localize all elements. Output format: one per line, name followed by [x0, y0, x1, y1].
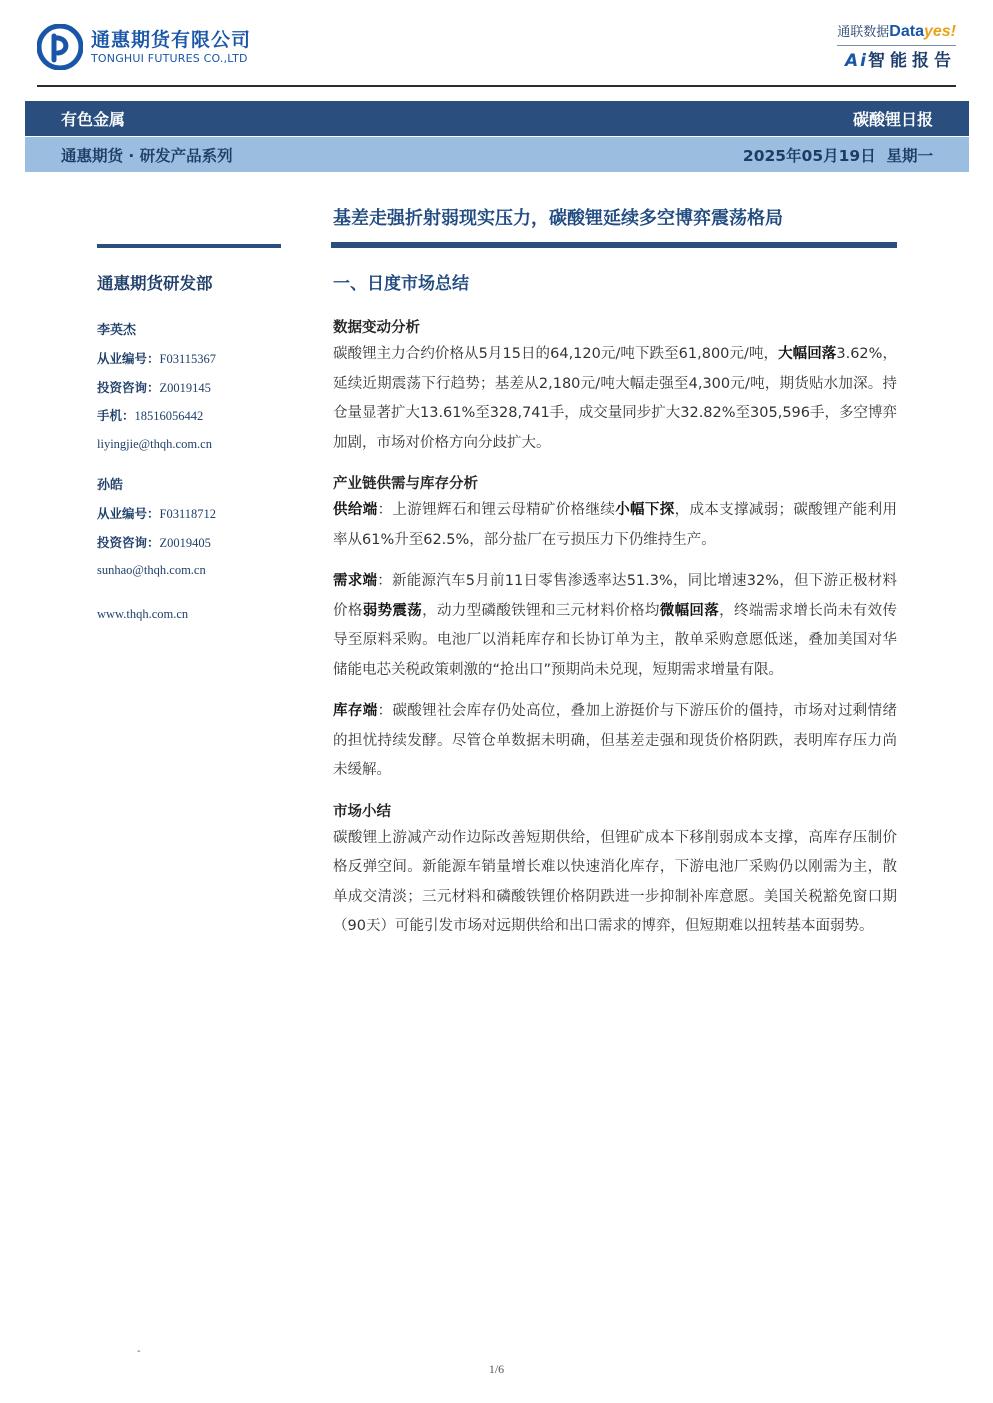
data-analysis-paragraph: 碳酸锂主力合约价格从5月15日的64,120元/吨下跌至61,800元/吨，大幅回落3.62%，延续近期震荡下行趋势；基差从2,180元/吨大幅走强至4,300元/吨，期货贴水加深。持仓量显著扩大13.61%至328,741手，成交量同步扩大32.82%至305,596手，多空博弈加剧，市场对价格方向分歧扩大。 — [333, 346, 897, 451]
phone-row: 手机：18516056442 — [97, 408, 204, 423]
company-name-en: TONGHUI FUTURES CO.,LTD — [91, 51, 248, 65]
consult-row: 投资咨询：Z0019145 — [97, 379, 211, 395]
license-row: 从业编号：F03115367 — [97, 351, 217, 366]
brand-data: Data — [889, 23, 924, 40]
data-analysis-heading: 数据变动分析 — [333, 320, 420, 336]
email-link[interactable]: liyingjie@thqh.com.cn — [97, 436, 212, 451]
report-type-label: 碳酸锂日报 — [852, 110, 933, 129]
footer-mark: - — [137, 1346, 141, 1357]
datayes-brand — [837, 22, 956, 72]
brand-ai: Ai — [845, 51, 868, 71]
sidebar — [97, 270, 297, 622]
company-logo — [37, 24, 251, 70]
brand-report: 智能报告 — [868, 51, 956, 71]
inventory-paragraph: 库存端：碳酸锂社会库存仍处高位，叠加上游挺价与下游压价的僵持，市场对过剩情绪的担忧持续发酵。尽管仓单数据未明确，但基差走强和现货价格阴跌，表明库存压力尚未缓解。 — [333, 703, 898, 778]
analyst-name: 李英杰 — [97, 323, 137, 338]
brand-divider — [837, 45, 956, 46]
demand-paragraph: 需求端：新能源汽车5月前11日零售渗透率达51.3%，同比增速32%，但下游正极材料价格弱势震荡，动力型磷酸铁锂和三元材料价格均微幅回落，终端需求增长尚未有效传导至原料采购。电池厂以消耗库存和长协订单为主，散单采购意愿低迷，叠加美国对华储能电芯关税政策刺激的“抢出口”预期尚未兑现，短期需求增量有限。 — [333, 573, 898, 678]
department-title: 通惠期货研发部 — [97, 274, 213, 293]
email-link[interactable]: sunhao@thqh.com.cn — [97, 563, 206, 577]
page-number: 1/6 — [488, 1362, 505, 1376]
header-rule — [37, 85, 956, 87]
tonghui-logo-icon — [37, 24, 83, 70]
summary-paragraph: 碳酸锂上游减产动作边际改善短期供给，但锂矿成本下移削弱成本支撑，高库存压制价格反弹空间。新能源车销量增长难以快速消化库存，下游电池厂采购仍以刚需为主，散单成交清淡；三元材料和磷酸铁锂价格阴跌进一步抑制补库意愿。美国关税豁免窗口期（90天）可能引发市场对远期供给和出口需求的博弈，但短期难以扭转基本面弱势。 — [333, 829, 897, 934]
summary-heading: 市场小结 — [333, 803, 391, 820]
datayes-logo — [837, 22, 956, 43]
analyst-card — [97, 472, 297, 585]
category-band — [25, 101, 969, 136]
company-name-cn: 通惠期货有限公司 — [91, 28, 252, 51]
analyst-name: 孙皓 — [97, 478, 124, 493]
report-date: 2025年05月19日 星期一 — [742, 146, 933, 165]
chain-heading: 产业链供需与库存分析 — [333, 476, 478, 492]
main-content — [333, 270, 897, 942]
ai-report-label — [837, 50, 956, 72]
category-label: 有色金属 — [61, 110, 126, 129]
brand-yes: yes! — [923, 23, 956, 40]
supply-paragraph: 供给端：上游锂辉石和锂云母精矿价格继续小幅下探，成本支撑减弱；碳酸锂产能利用率从61%升至62.5%，部分盐厂在亏损压力下仍维持生产。 — [333, 502, 898, 548]
series-label: 通惠期货 · 研发产品系列 — [61, 146, 233, 165]
website-link[interactable]: www.thqh.com.cn — [97, 606, 189, 621]
brand-tl: 通联数据 — [837, 25, 890, 40]
title-rule — [331, 242, 897, 248]
report-title: 基差走强折射弱现实压力，碳酸锂延续多空博弈震荡格局 — [333, 208, 783, 229]
sidebar-rule — [97, 244, 281, 248]
section-title: 一、日度市场总结 — [333, 274, 469, 294]
consult-row: 投资咨询：Z0019405 — [97, 534, 211, 550]
license-row: 从业编号：F03118712 — [97, 506, 217, 521]
analyst-card — [97, 317, 297, 458]
series-band — [25, 137, 969, 172]
